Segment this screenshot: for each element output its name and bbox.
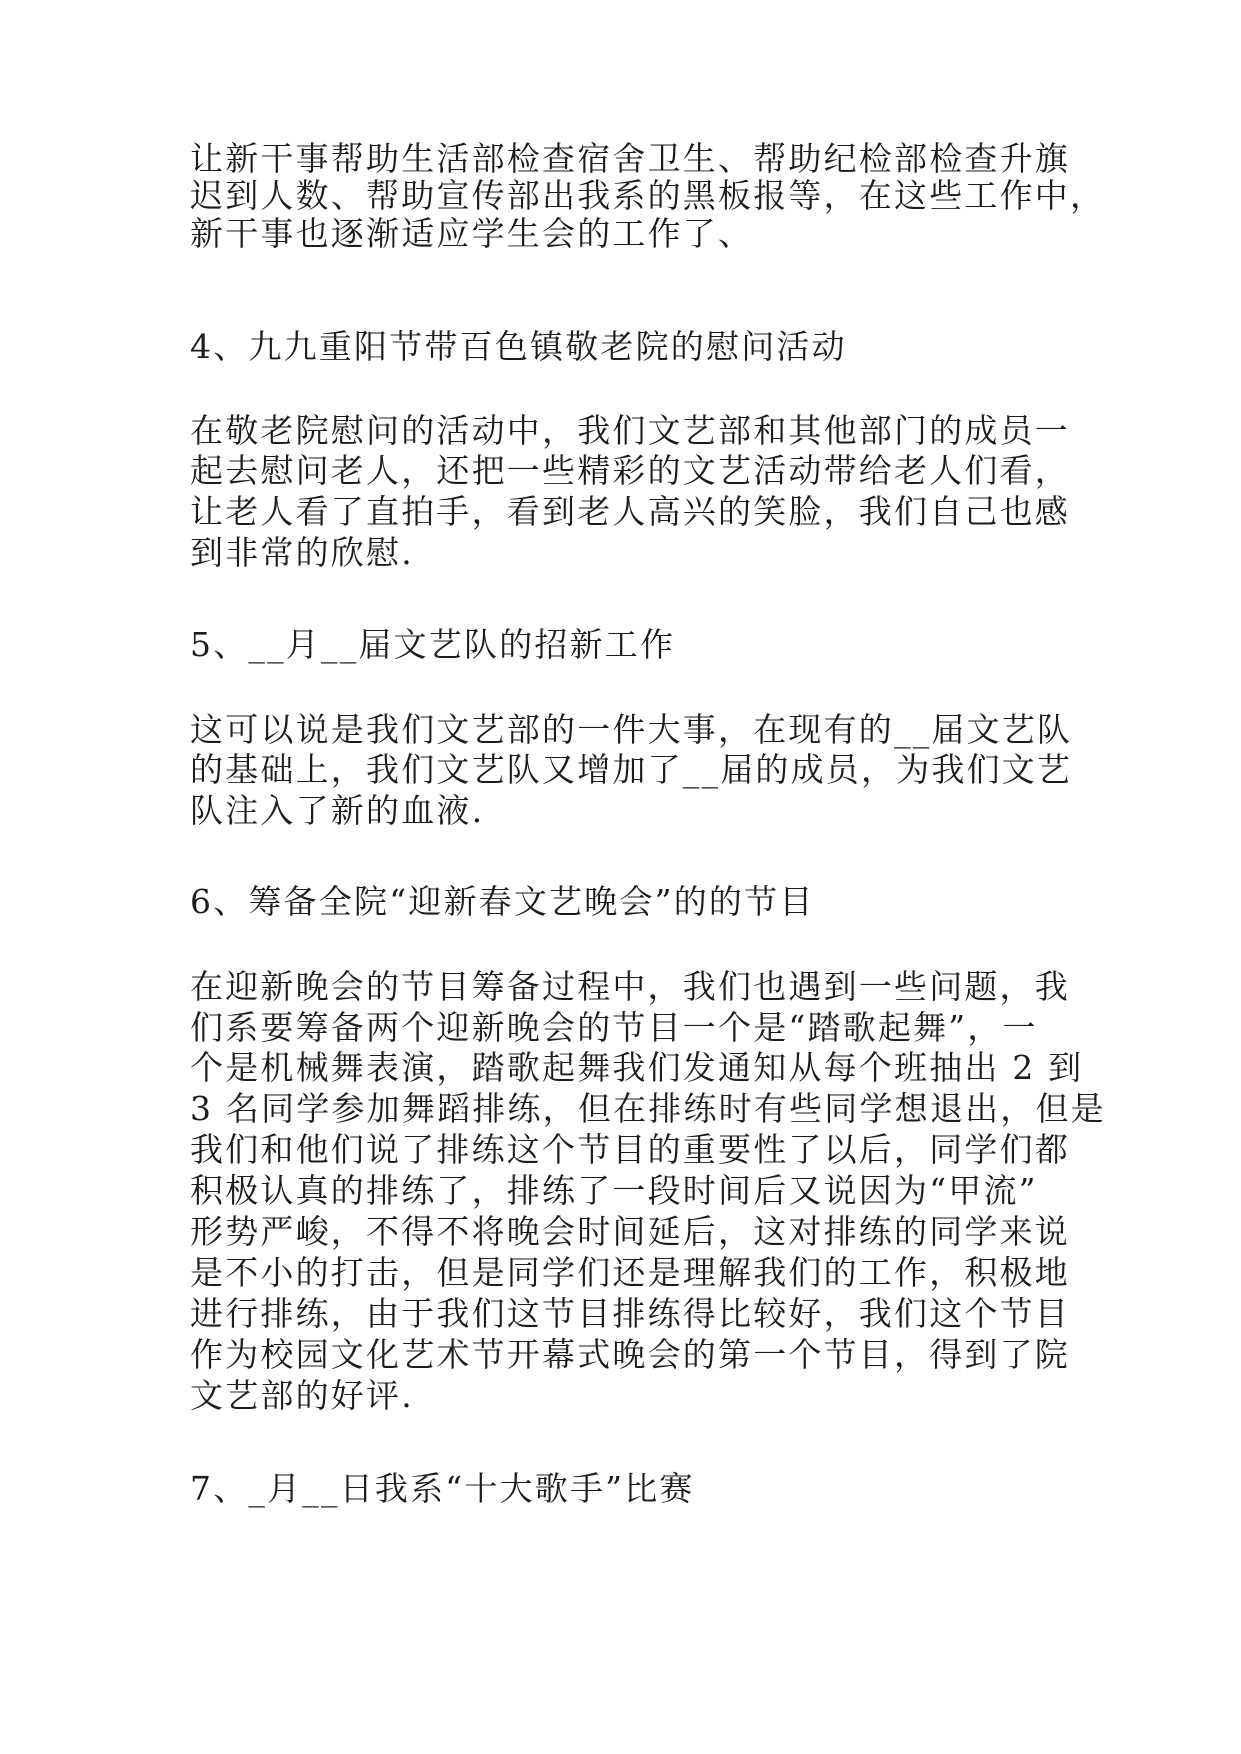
paragraph-line: 们系要筹备两个迎新晚会的节目一个是“踏歌起舞”，一 (190, 1008, 1038, 1047)
paragraph-line: 到非常的欣慰. (190, 533, 414, 572)
paragraph-line: 我们和他们说了排练这个节目的重要性了以后，同学们都 (190, 1130, 1070, 1169)
paragraph-line: 让老人看了直拍手，看到老人高兴的笑脸，我们自己也感 (190, 492, 1070, 531)
paragraph-line: 进行排练，由于我们这节目排练得比较好，我们这个节目 (190, 1294, 1070, 1333)
paragraph-line: 文艺部的好评. (190, 1376, 414, 1415)
paragraph-line: 在迎新晚会的节目筹备过程中，我们也遇到一些问题，我 (190, 967, 1070, 1006)
section-heading: 4、九九重阳节带百色镇敬老院的慰问活动 (190, 327, 847, 366)
paragraph-line: 这可以说是我们文艺部的一件大事，在现有的__届文艺队 (190, 710, 1073, 749)
paragraph-line: 起去慰问老人，还把一些精彩的文艺活动带给老人们看， (190, 451, 1070, 490)
section-heading: 6、筹备全院“迎新春文艺晚会”的的节目 (190, 882, 815, 921)
section-heading: 5、__月__届文艺队的招新工作 (190, 625, 676, 664)
section-heading: 7、_月__日我系“十大歌手”比赛 (190, 1469, 695, 1508)
paragraph-line: 的基础上，我们文艺队又增加了__届的成员，为我们文艺 (190, 750, 1073, 789)
paragraph-line: 新干事也逐渐适应学生会的工作了、 (190, 214, 754, 253)
paragraph-line: 个是机械舞表演，踏歌起舞我们发通知从每个班抽出 2 到 (190, 1048, 1084, 1087)
paragraph-line: 队注入了新的血液. (190, 791, 485, 830)
paragraph-line: 3 名同学参加舞蹈排练，但在排练时有些同学想退出，但是 (190, 1089, 1106, 1128)
paragraph-line: 积极认真的排练了，排练了一段时间后又说因为“甲流” (190, 1171, 1038, 1210)
paragraph-line: 让新干事帮助生活部检查宿舍卫生、帮助纪检部检查升旗 (190, 139, 1070, 178)
paragraph-line: 作为校园文化艺术节开幕式晚会的第一个节目，得到了院 (190, 1335, 1070, 1374)
paragraph-line: 在敬老院慰问的活动中，我们文艺部和其他部门的成员一 (190, 411, 1070, 450)
paragraph-line: 是不小的打击，但是同学们还是理解我们的工作，积极地 (190, 1253, 1070, 1292)
paragraph-line: 迟到人数、帮助宣传部出我系的黑板报等，在这些工作中， (190, 176, 1106, 215)
paragraph-line: 形势严峻，不得不将晚会时间延后，这对排练的同学来说 (190, 1212, 1070, 1251)
